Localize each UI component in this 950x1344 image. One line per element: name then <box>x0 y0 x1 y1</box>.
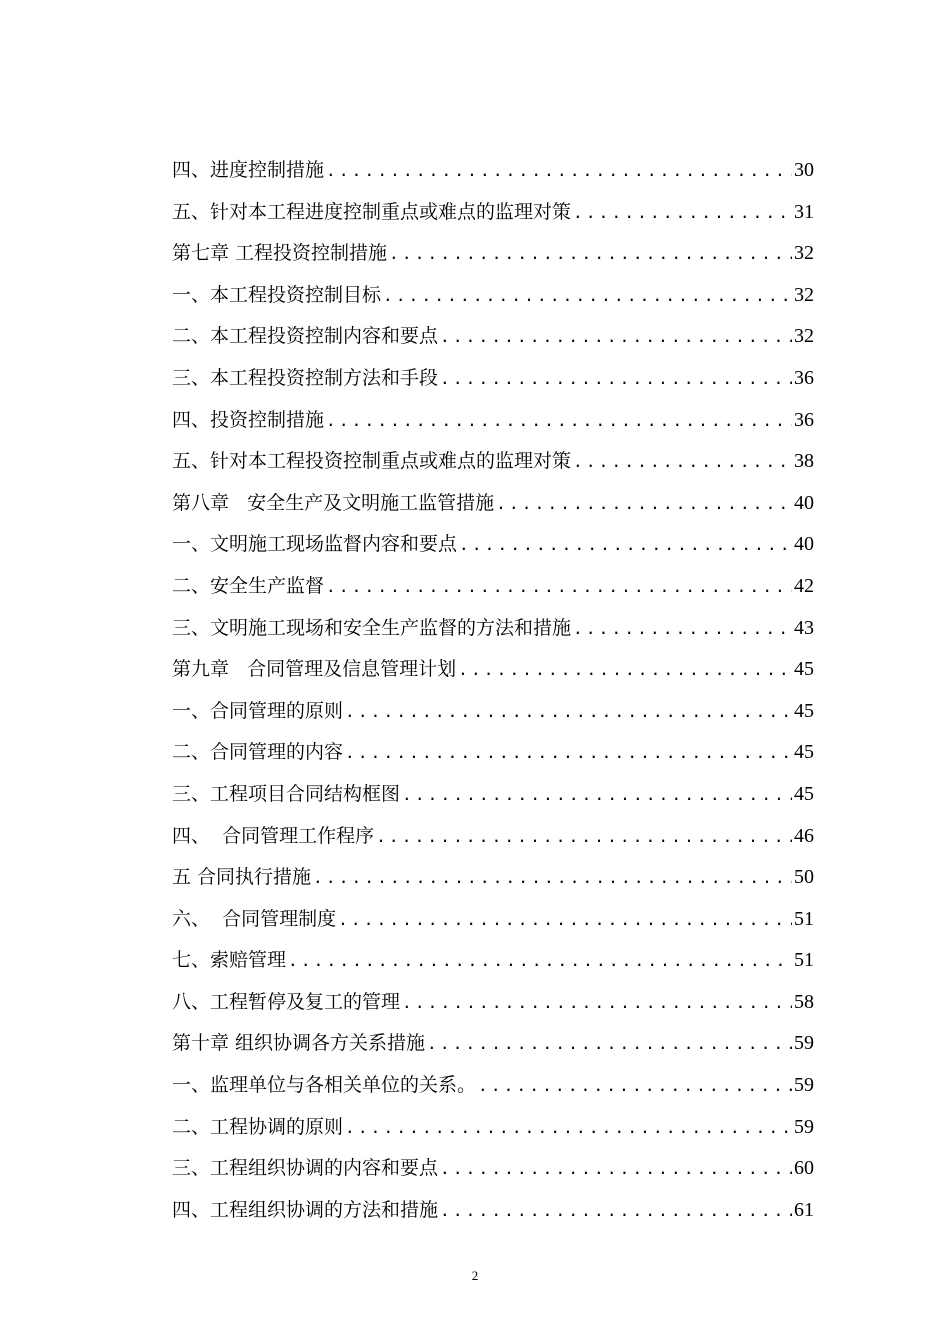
toc-entry-page: 58 <box>794 990 814 1013</box>
toc-entry-title: 三、文明施工现场和安全生产监督的方法和措施 <box>172 616 572 639</box>
page-number: 2 <box>471 1268 479 1283</box>
toc-entry[interactable] <box>172 1023 814 1065</box>
table-of-contents <box>172 150 814 1231</box>
toc-dot-leader <box>313 857 792 899</box>
toc-entry[interactable] <box>172 816 814 858</box>
toc-dot-leader <box>440 316 792 358</box>
toc-entry-title: 七、索赔管理 <box>172 949 287 972</box>
toc-entry[interactable] <box>172 982 814 1024</box>
toc-entry-page: 45 <box>794 782 814 805</box>
toc-entry-page: 59 <box>794 1115 814 1138</box>
toc-entry-title: 四、 合同管理工作程序 <box>172 824 375 847</box>
toc-entry-page: 45 <box>794 699 814 722</box>
toc-entry-page: 59 <box>794 1032 814 1055</box>
toc-dot-leader <box>383 275 792 317</box>
toc-entry-page: 60 <box>794 1157 814 1180</box>
toc-entry[interactable] <box>172 1065 814 1107</box>
toc-dot-leader <box>440 358 792 400</box>
toc-entry-page: 42 <box>794 574 814 597</box>
toc-entry-page: 50 <box>794 866 814 889</box>
toc-entry[interactable] <box>172 566 814 608</box>
toc-dot-leader <box>478 1065 792 1107</box>
toc-dot-leader <box>458 649 792 691</box>
toc-entry[interactable] <box>172 1190 814 1232</box>
toc-entry-title: 五、针对本工程投资控制重点或难点的监理对策 <box>172 450 572 473</box>
toc-entry-page: 36 <box>794 408 814 431</box>
toc-entry[interactable] <box>172 732 814 774</box>
toc-dot-leader <box>459 524 792 566</box>
toc-entry-title: 三、工程组织协调的内容和要点 <box>172 1157 439 1180</box>
toc-entry[interactable] <box>172 1107 814 1149</box>
toc-entry-title: 第八章 安全生产及文明施工监管措施 <box>172 491 495 514</box>
toc-dot-leader <box>573 192 792 234</box>
toc-dot-leader <box>440 1190 792 1232</box>
toc-entry[interactable] <box>172 316 814 358</box>
toc-entry-title: 一、文明施工现场监督内容和要点 <box>172 533 458 556</box>
toc-entry-page: 46 <box>794 824 814 847</box>
toc-entry-page: 32 <box>794 242 814 265</box>
toc-dot-leader <box>326 400 792 442</box>
toc-entry-title: 四、投资控制措施 <box>172 408 325 431</box>
toc-dot-leader <box>440 1148 792 1190</box>
toc-entry-page: 45 <box>794 741 814 764</box>
toc-dot-leader <box>338 899 792 941</box>
toc-entry-title: 四、进度控制措施 <box>172 159 325 181</box>
toc-entry-title: 六、 合同管理制度 <box>172 907 337 930</box>
toc-entry-title: 五、针对本工程进度控制重点或难点的监理对策 <box>172 200 572 223</box>
toc-entry-page: 30 <box>794 159 814 181</box>
toc-entry-title: 二、合同管理的内容 <box>172 741 344 764</box>
toc-entry[interactable] <box>172 691 814 733</box>
toc-entry-page: 32 <box>794 325 814 348</box>
toc-entry-title: 一、合同管理的原则 <box>172 699 344 722</box>
toc-entry-page: 51 <box>794 949 814 972</box>
toc-entry-page: 36 <box>794 366 814 389</box>
toc-entry-page: 51 <box>794 907 814 930</box>
toc-entry[interactable] <box>172 857 814 899</box>
toc-entry[interactable] <box>172 400 814 442</box>
toc-entry[interactable] <box>172 940 814 982</box>
toc-entry[interactable] <box>172 233 814 275</box>
toc-entry[interactable] <box>172 1148 814 1190</box>
toc-entry[interactable] <box>172 275 814 317</box>
toc-dot-leader <box>402 774 792 816</box>
toc-entry-page: 40 <box>794 533 814 556</box>
toc-dot-leader <box>496 483 792 525</box>
toc-entry[interactable] <box>172 608 814 650</box>
toc-entry-page: 31 <box>794 200 814 223</box>
toc-dot-leader <box>326 566 792 608</box>
toc-entry-title: 五 合同执行措施 <box>172 866 312 889</box>
toc-entry-title: 一、监理单位与各相关单位的关系。 <box>172 1074 477 1097</box>
toc-entry-page: 40 <box>794 491 814 514</box>
toc-entry[interactable] <box>172 524 814 566</box>
toc-dot-leader <box>376 816 792 858</box>
toc-dot-leader <box>573 441 792 483</box>
toc-entry-page: 38 <box>794 450 814 473</box>
toc-entry[interactable] <box>172 150 814 192</box>
toc-dot-leader <box>427 1023 792 1065</box>
toc-entry-title: 第十章 组织协调各方关系措施 <box>172 1032 426 1055</box>
toc-entry-title: 一、本工程投资控制目标 <box>172 283 382 306</box>
toc-entry[interactable] <box>172 483 814 525</box>
toc-dot-leader <box>326 150 792 192</box>
toc-entry[interactable] <box>172 649 814 691</box>
toc-entry-page: 32 <box>794 283 814 306</box>
toc-dot-leader <box>345 732 792 774</box>
toc-entry-title: 二、本工程投资控制内容和要点 <box>172 325 439 348</box>
toc-entry[interactable] <box>172 441 814 483</box>
toc-entry-page: 59 <box>794 1074 814 1097</box>
toc-entry-title: 四、工程组织协调的方法和措施 <box>172 1198 439 1221</box>
toc-dot-leader <box>573 608 792 650</box>
toc-entry-page: 61 <box>794 1198 814 1221</box>
toc-entry[interactable] <box>172 774 814 816</box>
toc-entry[interactable] <box>172 358 814 400</box>
toc-entry[interactable] <box>172 192 814 234</box>
toc-entry-title: 二、工程协调的原则 <box>172 1115 344 1138</box>
toc-dot-leader <box>402 982 792 1024</box>
toc-entry-page: 43 <box>794 616 814 639</box>
toc-entry-title: 第九章 合同管理及信息管理计划 <box>172 658 457 681</box>
toc-entry-title: 三、本工程投资控制方法和手段 <box>172 366 439 389</box>
toc-entry-title: 第七章 工程投资控制措施 <box>172 242 388 265</box>
toc-entry-title: 二、安全生产监督 <box>172 574 325 597</box>
toc-dot-leader <box>389 233 792 275</box>
toc-entry[interactable] <box>172 899 814 941</box>
toc-entry-title: 三、工程项目合同结构框图 <box>172 782 401 805</box>
toc-entry-page: 45 <box>794 658 814 681</box>
toc-dot-leader <box>288 940 792 982</box>
toc-dot-leader <box>345 691 792 733</box>
toc-entry-title: 八、工程暂停及复工的管理 <box>172 990 401 1013</box>
toc-dot-leader <box>345 1107 792 1149</box>
